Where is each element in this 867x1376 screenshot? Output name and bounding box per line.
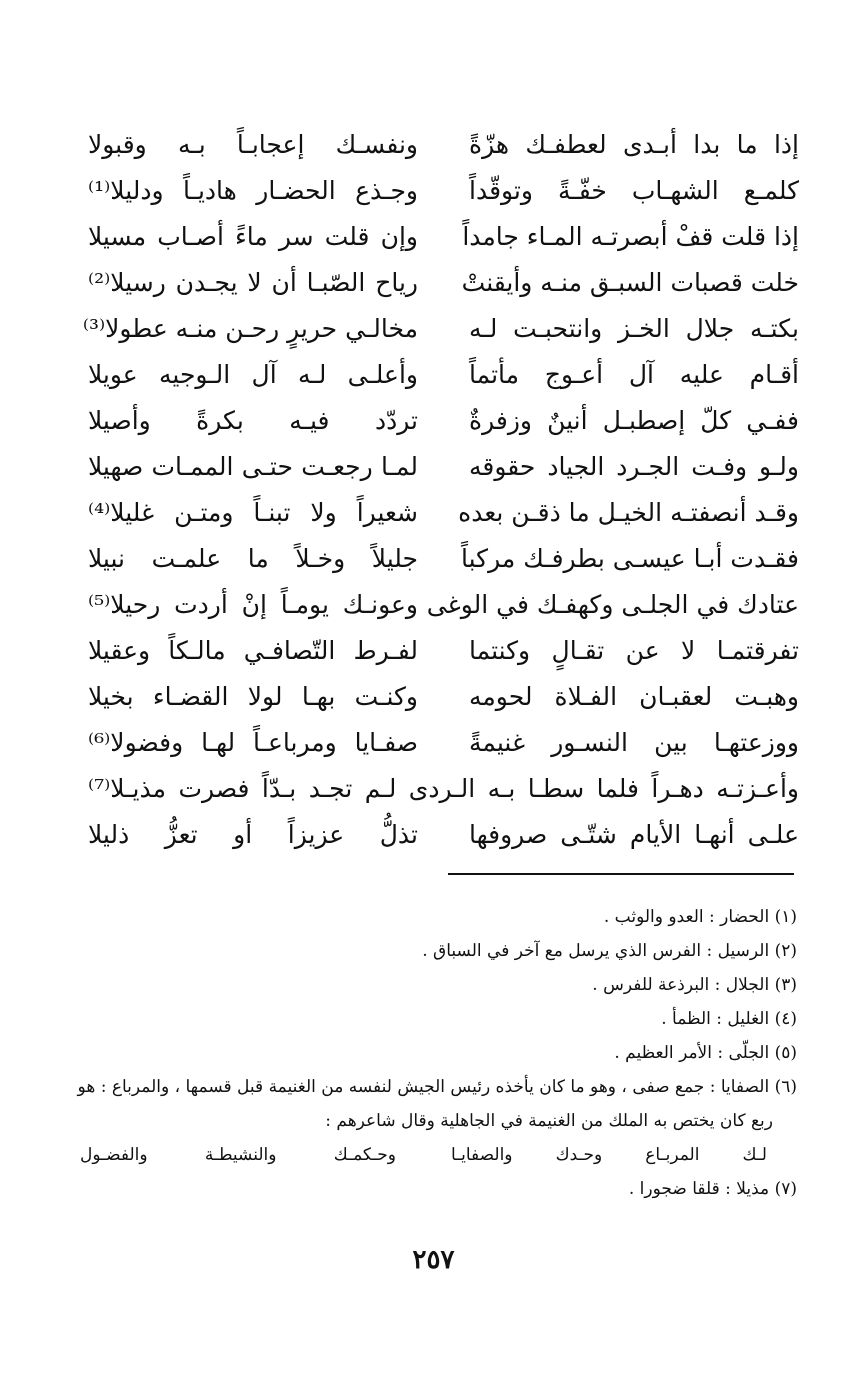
verse-second-hemistich: وإن قلت سر ماءً أصـاب مسيلا bbox=[88, 222, 418, 251]
verse-row bbox=[88, 352, 799, 398]
footnote-7: (٧) مذيلا : قلقا ضجورا . bbox=[628, 1179, 797, 1199]
footnote-1: (١) الحضار : العدو والوثب . bbox=[603, 907, 797, 927]
verse-row bbox=[88, 168, 799, 214]
verse-second-hemistich: رياح الصّبـا أن لا يجـدن رسيلا⁽²⁾ bbox=[88, 268, 418, 297]
footnotes bbox=[77, 900, 797, 1206]
footnote-poem-second: وحـكمـك والنشيطـة والفضـول bbox=[80, 1145, 397, 1165]
verse-row bbox=[88, 260, 799, 306]
verse-first-hemistich: عتادك في الجلـى وكهفـك في الوغى bbox=[426, 590, 799, 619]
verse-first-hemistich: ولـو وفـت الجـرد الجياد حقوقه bbox=[469, 452, 799, 481]
verse-second-hemistich: شعيراً ولا تبنـاً ومتـن غليلا⁽⁴⁾ bbox=[88, 498, 418, 527]
verse-second-hemistich: تذلُّ عزيزاً أو تعزُّ ذليلا bbox=[88, 820, 418, 849]
verse-first-hemistich: إذا قلت قفْ أبصرتـه المـاء جامداً bbox=[462, 222, 799, 251]
verse-first-hemistich: أقـام عليه آل أعـوج مأتماً bbox=[469, 360, 799, 389]
page-number: ٢٥٧ bbox=[412, 1245, 455, 1275]
verse-second-hemistich: تردّد فيـه بكرةً وأصيلا bbox=[88, 406, 418, 435]
verse-first-hemistich: علـى أنهـا الأيام شتّـى صروفها bbox=[469, 820, 799, 849]
verse-first-hemistich: ففـي كلّ إصطبـل أنينٌ وزفرةٌ bbox=[469, 406, 799, 435]
verse-row bbox=[88, 674, 799, 720]
verse-second-hemistich: وكنـت بهـا لولا القضـاء بخيلا bbox=[88, 682, 418, 711]
footnote-2: (٢) الرسيل : الفرس الذي يرسل مع آخر في السباق . bbox=[422, 941, 797, 961]
verse-first-hemistich: وهبـت لعقبـان الفـلاة لحومه bbox=[469, 682, 799, 711]
verse-first-hemistich: تفرقتمـا لا عن تقـالٍ وكنتما bbox=[469, 636, 799, 665]
verse-first-hemistich: ووزعتهـا بين النسـور غنيمةً bbox=[469, 728, 799, 757]
verse-second-hemistich: وأعلـى لـه آل الـوجيه عويلا bbox=[88, 360, 418, 389]
footnote-6: (٦) الصفايا : جمع صفى ، وهو ما كان يأخذه رئيس الجيش لنفسه من الغنيمة قبل قسمها ، والمرباع : هو bbox=[77, 1077, 797, 1097]
footnote-6-continued: ربع كان يختص به الملك من الغنيمة في الجاهلية وقال شاعرهم : bbox=[325, 1111, 773, 1131]
verse-row bbox=[88, 536, 799, 582]
verse-row bbox=[88, 628, 799, 674]
verse-row bbox=[88, 490, 799, 536]
verse-second-hemistich: ونفسـك إعجابـاً بـه وقبولا bbox=[88, 130, 418, 159]
verse-row bbox=[88, 720, 799, 766]
footnote-5: (٥) الجلّى : الأمر العظيم . bbox=[614, 1043, 797, 1063]
verse-second-hemistich: جليلاً وخـلاً ما علمـت نبيلا bbox=[88, 544, 418, 573]
verse-second-hemistich: مخالـي حريرٍ رحـن منـه عطولا⁽³⁾ bbox=[82, 314, 418, 343]
footnote-3: (٣) الجلال : البرذعة للفرس . bbox=[592, 975, 797, 995]
verse-row bbox=[88, 582, 799, 628]
verse-second-hemistich: صفـايا ومرباعـاً لهـا وفضولا⁽⁶⁾ bbox=[88, 728, 418, 757]
verse-first-hemistich: بكتـه جلال الخـز وانتحبـت لـه bbox=[469, 314, 799, 343]
verse-row bbox=[88, 398, 799, 444]
footnote-poem-first: لـك المربـاع وحـدك والصفايـا bbox=[450, 1145, 767, 1165]
verse-second-hemistich: لفـرط التّصافـي مالـكاً وعقيلا bbox=[88, 636, 418, 665]
verse-row bbox=[88, 812, 799, 858]
verse-row bbox=[88, 444, 799, 490]
verse-row bbox=[82, 306, 799, 352]
verse-first-hemistich: خلت قصبات السبـق منـه وأيقنتْ bbox=[461, 268, 799, 297]
verse-second-hemistich: وجـذع الحضـار هاديـاً ودليلا⁽¹⁾ bbox=[88, 176, 418, 205]
verse-row-full bbox=[88, 766, 799, 812]
verse-second-hemistich: وعونـك يومـاً إنْ أردت رحيلا⁽⁵⁾ bbox=[88, 590, 418, 619]
verse-second-hemistich: لمـا رجعـت حتـى الممـات صهيلا bbox=[88, 452, 418, 481]
verse-full-line: وأعـزتـه دهـراً فلما سطـا بـه الـردى لـم تجـد بـدّاً فصرت مذيـلا⁽⁷⁾ bbox=[88, 774, 799, 803]
verse-row bbox=[88, 214, 799, 260]
footnote-separator bbox=[448, 873, 794, 875]
verse-first-hemistich: فقـدت أبـا عيسـى بطرفـك مركباً bbox=[461, 544, 799, 573]
poem-verses bbox=[82, 122, 799, 858]
verse-first-hemistich: وقـد أنصفتـه الخيـل ما ذقـن بعده bbox=[458, 498, 799, 527]
footnote-4: (٤) الغليل : الظمأ . bbox=[661, 1009, 797, 1029]
verse-first-hemistich: إذا ما بدا أبـدى لعطفـك هزّةً bbox=[469, 130, 799, 159]
verse-row bbox=[88, 122, 799, 168]
footnote-poem-line bbox=[80, 1138, 797, 1172]
verse-first-hemistich: كلمـع الشهـاب خفّـةً وتوقّداً bbox=[469, 176, 799, 205]
